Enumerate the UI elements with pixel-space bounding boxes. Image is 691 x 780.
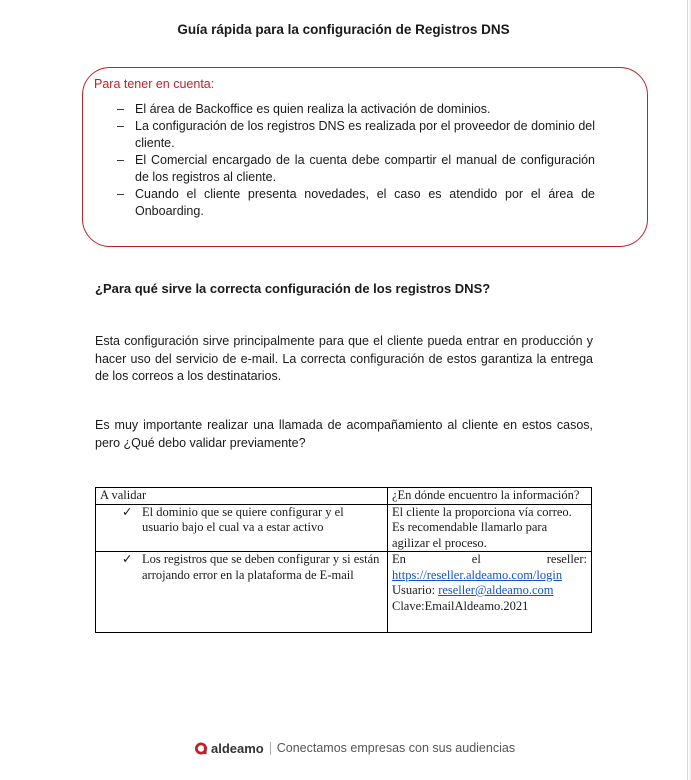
section-heading: ¿Para qué sirve la correcta configuración de los registros DNS? [95, 281, 491, 296]
list-item: – El área de Backoffice es quien realiza la activación de dominios. [117, 102, 491, 116]
word: reseller: [546, 552, 587, 566]
page-title: Guía rápida para la configuración de Registros DNS [177, 22, 510, 37]
footer-divider [270, 742, 271, 755]
note-text: Cuando el cliente presenta novedades, el caso es atendido por el área de Onboarding. [135, 187, 595, 218]
reseller-line [392, 552, 587, 568]
validate-text: El dominio que se quiere configurar y el usuario bajo el cual va a estar activo [142, 504, 344, 534]
table-row [96, 552, 592, 633]
brand-name: aldeamo [211, 740, 264, 756]
word: En [392, 552, 406, 566]
paragraph: Esta configuración sirve principalmente para que el cliente pueda entrar en producción y hacer uso del servicio de e-mail. La correcta configuración de estos garantiza la entrega de los correos a los destinatarios. [95, 334, 593, 383]
tagline: Conectamos empresas con sus audiencias [276, 741, 516, 755]
list-item: – La configuración de los registros DNS es realizada por el proveedor de dominio del cliente. [117, 119, 595, 150]
check-icon: ✓ [122, 552, 133, 566]
list-item: – Cuando el cliente presenta novedades, el caso es atendido por el área de Onboarding. [117, 187, 595, 218]
note-text: La configuración de los registros DNS es realizada por el proveedor de dominio del cliente. [135, 119, 595, 150]
reseller-link[interactable]: https://reseller.aldeamo.com/login [392, 567, 563, 582]
list-item: – El Comercial encargado de la cuenta debe compartir el manual de configuración de los registros al cliente. [117, 153, 595, 184]
user-label: Usuario: [392, 583, 439, 597]
check-icon: ✓ [122, 504, 133, 519]
validate-text: Los registros que se deben configurar y si están arrojando error en la plataforma de E-mail [142, 552, 380, 582]
table-header: A validar [96, 488, 388, 505]
notes-list [117, 101, 595, 220]
note-text: El Comercial encargado de la cuenta debe compartir el manual de configuración de los registros al cliente. [135, 153, 595, 184]
table-row [96, 504, 592, 552]
footer [195, 739, 515, 757]
password-text: Clave:EmailAldeamo.2021 [392, 598, 529, 613]
paragraph: Es muy importante realizar una llamada de acompañamiento al cliente en estos casos, pero ¿Qué debo validar previamente? [95, 418, 593, 450]
notes-heading: Para tener en cuenta: [94, 77, 215, 91]
note-text: El área de Backoffice es quien realiza la activación de dominios. [135, 102, 491, 116]
validation-table [95, 487, 592, 633]
aldeamo-logo-icon [195, 742, 208, 755]
word: el [471, 552, 481, 566]
table-cell [388, 552, 592, 633]
user-email-link[interactable]: reseller@aldeamo.com [438, 583, 554, 597]
table-cell: El cliente la proporciona vía correo. Es recomendable llamarlo para agilizar el proceso. [388, 504, 592, 552]
table-header: ¿En dónde encuentro la información? [388, 488, 592, 505]
table-cell [96, 552, 388, 633]
table-cell [96, 504, 388, 552]
